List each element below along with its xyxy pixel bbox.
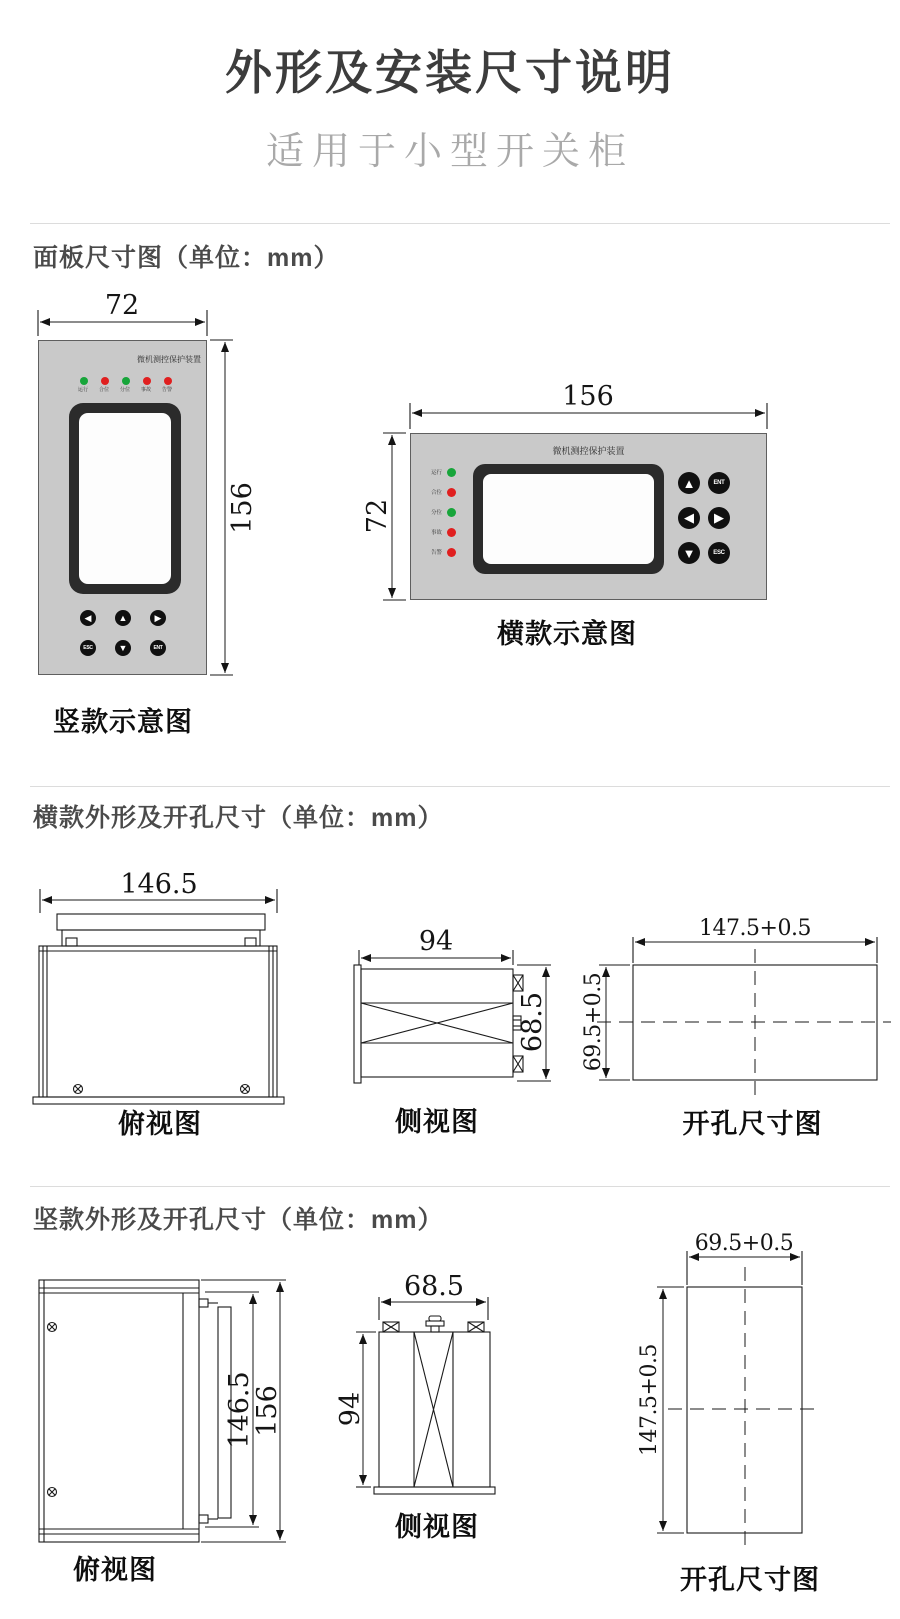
led-fault-light xyxy=(447,528,456,537)
dim-94: 94 xyxy=(418,926,454,957)
led-alarm-light xyxy=(164,377,172,385)
led-fault-label: 事故 xyxy=(141,387,152,393)
rear-connector xyxy=(513,1016,521,1030)
led-open-label: 分位 xyxy=(431,509,442,516)
esc-button: ESC xyxy=(80,640,96,656)
left-arrow-button: ◀ xyxy=(80,610,96,626)
led-alarm-light xyxy=(447,548,456,557)
caption-horizontal-panel: 横款示意图 xyxy=(497,619,637,650)
device-brand-label: 微机测控保护装置 xyxy=(552,446,625,456)
divider xyxy=(30,1186,890,1187)
keypad xyxy=(80,610,166,656)
caption-cutout-view: 开孔尺寸图 xyxy=(682,1109,823,1140)
lcd-screen xyxy=(79,413,171,584)
rear-connector xyxy=(426,1316,444,1332)
caption-top-view: 俯视图 xyxy=(73,1555,157,1586)
horizontal-side-view-drawing xyxy=(354,926,551,1083)
led-closed-light xyxy=(101,377,109,385)
page-title: 外形及安装尺寸说明 xyxy=(225,46,675,99)
led-alarm-label: 告警 xyxy=(162,387,173,393)
caption-vertical-panel: 竖款示意图 xyxy=(53,707,193,738)
divider xyxy=(30,223,890,224)
mounting-clip-icon xyxy=(468,1322,484,1332)
lcd-display-frame xyxy=(473,464,664,574)
led-open-light xyxy=(122,377,130,385)
horizontal-panel-face xyxy=(410,433,767,600)
page-subtitle: 适用于小型开关柜 xyxy=(265,131,634,173)
dim-cutout-height: 69.5+0.5 xyxy=(694,1231,794,1256)
dim-146-5: 146.5 xyxy=(120,869,198,900)
up-arrow-button: ▲ xyxy=(678,472,700,494)
device-brand-label: 微机测控保护装置 xyxy=(137,355,201,364)
vertical-side-view-drawing xyxy=(335,1271,495,1494)
dim-68-5: 68.5 xyxy=(403,1271,465,1302)
ent-button: ENT xyxy=(150,640,166,656)
led-fault-label: 事故 xyxy=(431,529,442,536)
up-arrow-button: ▲ xyxy=(115,610,131,626)
mounting-clip-icon xyxy=(513,1056,523,1072)
divider xyxy=(30,786,890,787)
dim-cutout-height: 69.5+0.5 xyxy=(581,972,606,1072)
dim-68-5: 68.5 xyxy=(517,991,548,1053)
led-closed-light xyxy=(447,488,456,497)
section-heading-panel-size: 面板尺寸图（单位：mm） xyxy=(33,244,340,272)
led-run-label: 运行 xyxy=(431,469,442,476)
dim-156: 156 xyxy=(252,1385,283,1437)
vertical-panel-face xyxy=(38,340,207,675)
screw-icon xyxy=(48,1323,57,1332)
left-arrow-button: ◀ xyxy=(678,507,700,529)
screw-icon xyxy=(48,1488,57,1497)
dim-72: 72 xyxy=(104,290,140,321)
vertical-cutout-drawing xyxy=(637,1231,820,1552)
vertical-top-view-drawing xyxy=(39,1280,286,1542)
dim-72: 72 xyxy=(362,498,393,534)
led-closed-label: 合位 xyxy=(99,387,110,393)
section-heading-vertical-size: 坚款外形及开孔尺寸（单位：mm） xyxy=(33,1206,444,1234)
dim-cutout-width: 147.5+0.5 xyxy=(699,916,811,941)
dim-156: 156 xyxy=(562,381,614,412)
led-open-light xyxy=(447,508,456,517)
led-open-label: 分位 xyxy=(120,387,131,393)
caption-side-view: 侧视图 xyxy=(395,1107,479,1138)
right-arrow-button: ▶ xyxy=(708,507,730,529)
right-arrow-button: ▶ xyxy=(150,610,166,626)
led-indicator-column xyxy=(421,468,456,557)
screw-icon xyxy=(74,1085,83,1094)
led-closed-label: 合位 xyxy=(431,489,442,496)
down-arrow-button: ▼ xyxy=(678,542,700,564)
dim-94: 94 xyxy=(335,1391,366,1427)
dim-cutout-width: 147.5+0.5 xyxy=(637,1344,662,1456)
led-alarm-label: 告警 xyxy=(431,549,442,556)
caption-top-view: 俯视图 xyxy=(118,1109,202,1140)
mounting-clip-icon xyxy=(383,1322,399,1332)
down-arrow-button: ▼ xyxy=(115,640,131,656)
mounting-clip-icon xyxy=(513,975,523,991)
dim-156: 156 xyxy=(227,482,258,534)
led-run-label: 运行 xyxy=(78,387,89,393)
lcd-display-frame xyxy=(69,403,181,594)
horizontal-top-view-drawing xyxy=(33,869,284,1104)
caption-side-view: 侧视图 xyxy=(395,1512,479,1543)
caption-cutout-view: 开孔尺寸图 xyxy=(680,1565,820,1596)
led-indicator-row xyxy=(73,377,178,393)
esc-button: ESC xyxy=(708,542,730,564)
horizontal-cutout-drawing xyxy=(581,916,891,1098)
led-run-light xyxy=(447,468,456,477)
screw-icon xyxy=(241,1085,250,1094)
section-heading-horizontal-size: 横款外形及开孔尺寸（单位：mm） xyxy=(33,804,444,832)
keypad xyxy=(678,472,730,564)
dim-146-5: 146.5 xyxy=(224,1371,255,1449)
led-run-light xyxy=(80,377,88,385)
lcd-screen xyxy=(483,474,654,564)
led-fault-light xyxy=(143,377,151,385)
ent-button: ENT xyxy=(708,472,730,494)
